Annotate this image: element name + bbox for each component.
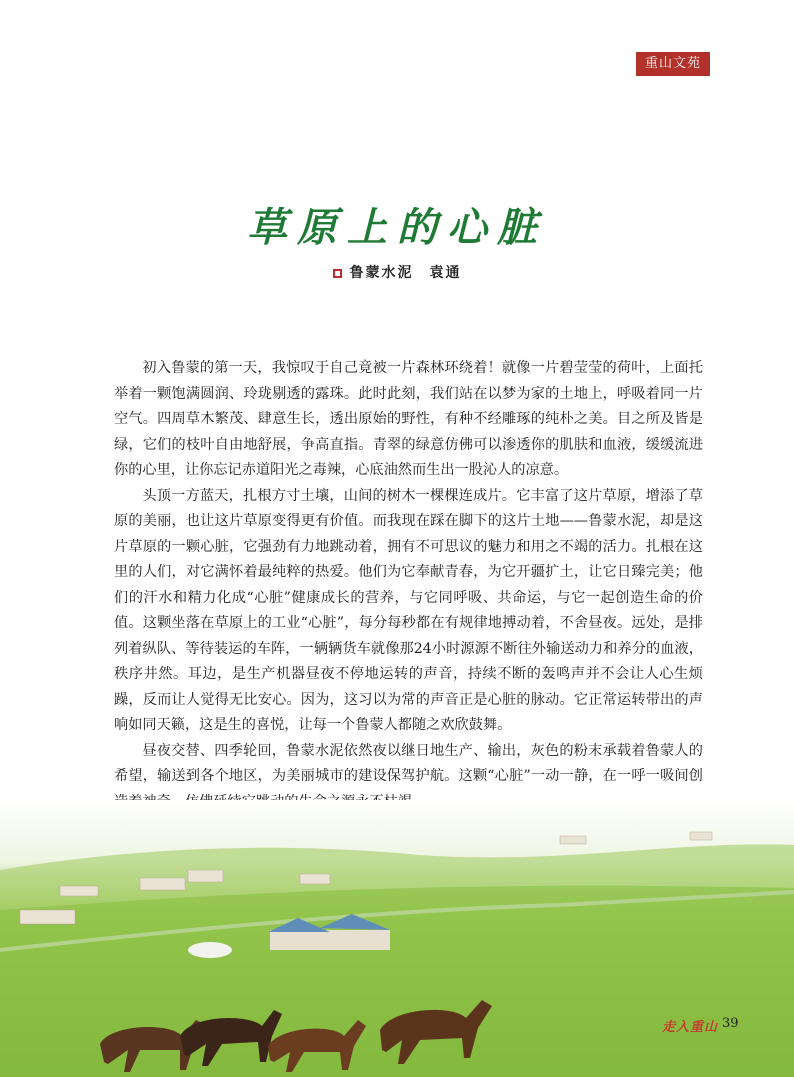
paragraph: 初入鲁蒙的第一天，我惊叹于自己竟被一片森林环绕着！就像一片碧莹莹的荷叶，上面托举着一颗饱满圆润、玲珑剔透的露珠。此时此刻，我们站在以梦为家的土地上，呼吸着同一片空气。四周草木繁茂、肆意生长，透出原始的野性，有种不经雕琢的纯朴之美。目之所及皆是绿，它们的枝叶自由地舒展，争高直指。青翠的绿意仿佛可以渗透你的肌肤和血液，缓缓流进你的心里，让你忘记赤道阳光之毒辣，心底油然而生出一股沁人的凉意。 [114,360,703,478]
byline-author: 袁通 [429,265,462,281]
footer-brand: 走入重山 [662,1020,719,1035]
paragraph: 昼夜交替、四季轮回，鲁蒙水泥依然夜以继日地生产、输出，灰色的粉末承载着鲁蒙人的希望，输送到各个地区，为美丽城市的建设保驾护航。这颗“心脏”一动一静，在一呼一吸间创 [114,742,703,784]
paragraph: 头顶一方蓝天，扎根方寸土壤，山间的树木一棵棵连成片。它丰富了这片草原，增添了草原的美丽，也让这片草原变得更有价值。而我现在踩在脚下的这片土地——鲁蒙水泥，却是这片草原的一颗心脏，它强劲有力地跳动着，拥有不可思议的魅力和用之不竭的活力。扎根在这里的人们，对它满怀着最纯粹的热爱。他们为它奉献青春，为它开疆扩土，让它日臻完美；他们的汗水和精力化成“心脏”健康成长的营养，与它同呼吸、共命运，与它一起创造生命的价值。这颗坐落在草原上的工业“心脏”，每分每秒都在有规律地搏动着，不舍昼夜。远处，是排列着纵队、等待装运的车阵，一辆辆货车就像那24小时源源不断往外输送动力和养分的血液，秩序井然。耳边，是生产机器昼夜不停地运转的声音，持续不断的轰鸣声并不会让人心生烦躁，反而让人觉得无比安心。因为，这习以为常的声音正是心脏的脉动。它正常运转带出的声响如同天籁，这是生的喜悦，让每一个鲁蒙人都随之欢欣鼓舞。 [114,487,703,733]
square-bullet-icon [333,269,342,278]
page-number: 39 [722,1016,739,1031]
section-tag: 重山文苑 [636,52,710,76]
byline [0,262,794,282]
article-body [114,356,703,815]
byline-org: 鲁蒙水泥 [349,265,414,281]
grassland-horses-illustration [0,800,794,1077]
article-title: 草原上的心脏 [247,204,547,251]
